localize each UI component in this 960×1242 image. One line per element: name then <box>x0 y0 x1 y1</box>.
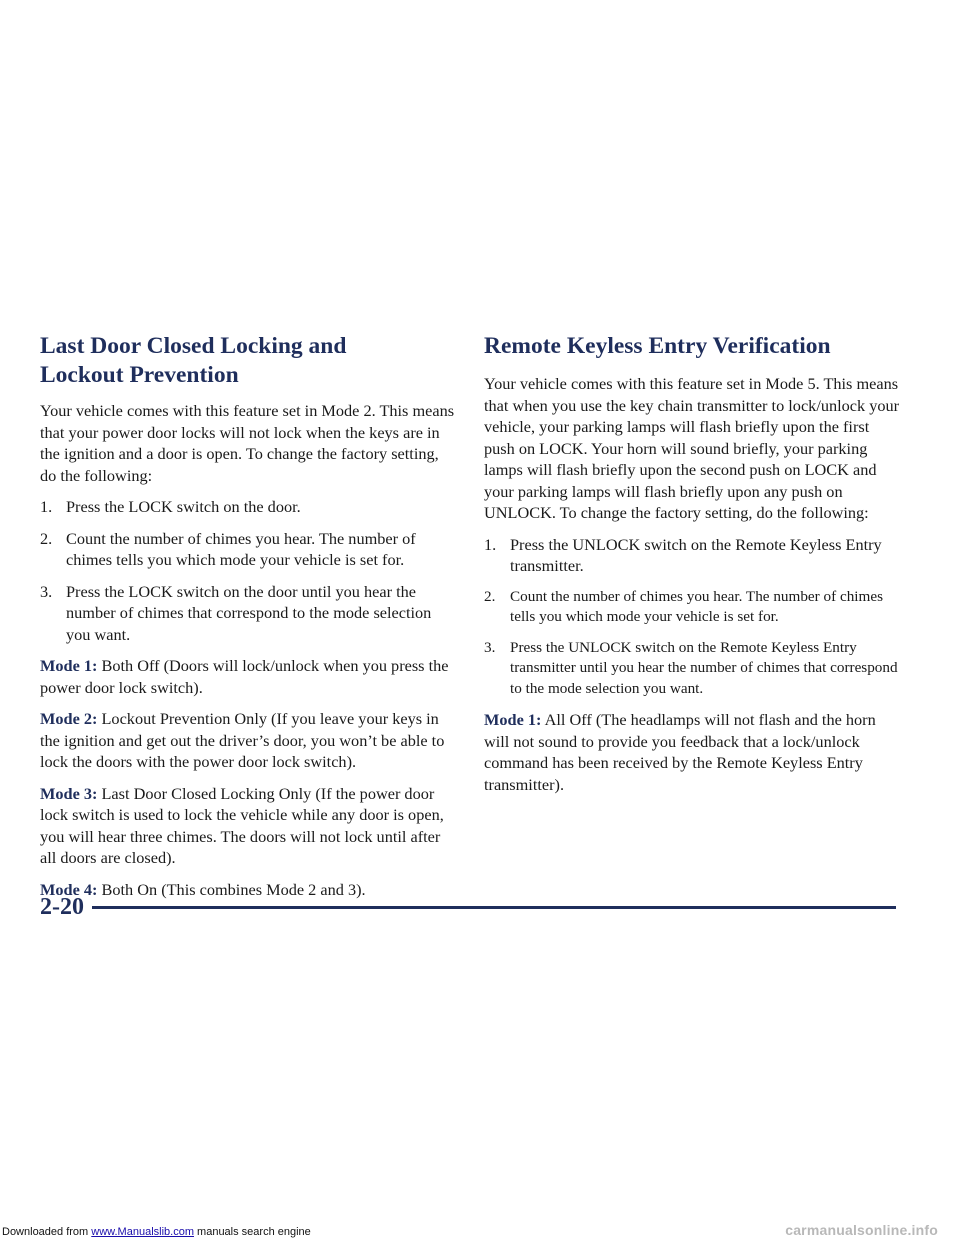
mode-text: Both Off (Doors will lock/unlock when you press the power door lock switch). <box>40 656 449 697</box>
mode-label: Mode 2: <box>40 709 98 728</box>
right-steps-list <box>484 534 904 577</box>
footer-rule <box>92 906 896 909</box>
left-title-line1: Last Door Closed Locking and <box>40 333 347 359</box>
download-note-prefix: Downloaded from <box>2 1226 92 1238</box>
left-intro-paragraph: Your vehicle comes with this feature set in Mode 2. This means that your power door locks will not lock when the keys are in the ignition and a door is open. To change the factory setting, do the following: <box>40 401 455 485</box>
step-text: Press the LOCK switch on the door until you hear the number of chimes that correspond to the mode selection you want. <box>66 581 432 644</box>
left-step-2 <box>40 528 458 571</box>
right-step-2 <box>484 587 904 628</box>
mode-text: Lockout Prevention Only (If you leave your keys in the ignition and get out the driver’s door, you won’t be able to lock the doors with the power door lock switch). <box>40 709 445 771</box>
download-note-suffix: manuals search engine <box>193 1226 311 1238</box>
mode-text: Last Door Closed Locking Only (If the power door lock switch is used to lock the vehicle while any door is open, you will hear three chimes. The doors will not lock until after all doors are closed). <box>40 783 444 867</box>
mode-label: Mode 1: <box>40 656 98 675</box>
left-title-line2: Lockout Prevention <box>40 362 239 388</box>
right-steps-list-continued <box>484 587 904 700</box>
step-text: Press the UNLOCK switch on the Remote Keyless Entry transmitter. <box>510 534 882 575</box>
left-mode-3 <box>40 783 458 869</box>
step-number: 1. <box>484 534 497 554</box>
left-section-title <box>40 332 458 390</box>
mode-text: Both On (This combines Mode 2 and 3). <box>97 879 366 899</box>
step-text: Press the UNLOCK switch on the Remote Keyless Entry transmitter until you hear the number of chimes that correspond to the mode selection you want. <box>510 638 898 697</box>
left-mode-1 <box>40 655 458 698</box>
left-mode-2 <box>40 708 458 773</box>
step-number: 3. <box>40 581 53 601</box>
right-intro-paragraph: Your vehicle comes with this feature set in Mode 5. This means that when you use the key chain transmitter to lock/unlock your vehicle, your parking lamps will flash briefly upon the first push on LOCK. Your horn will sound briefly, your parking lamps will flash briefly upon the second push on LOCK and your parking lamps will flash briefly upon any push on UNLOCK. To change the factory setting, do the following: <box>484 374 900 522</box>
right-step-1 <box>484 534 904 577</box>
watermark: carmanualsonline.info <box>785 1222 938 1238</box>
step-number: 2. <box>40 528 53 548</box>
page-number: 2-20 <box>40 893 84 920</box>
mode-label: Mode 3: <box>40 783 98 803</box>
left-steps-list <box>40 496 458 645</box>
right-section-title: Remote Keyless Entry Verification <box>484 333 831 359</box>
left-column <box>40 332 458 910</box>
step-text: Count the number of chimes you hear. The number of chimes tells you which mode your vehicle is set for. <box>66 528 416 569</box>
step-text: Press the LOCK switch on the door. <box>66 497 301 516</box>
right-column <box>484 332 904 805</box>
page-footer <box>40 892 896 922</box>
mode-text: All Off (The headlamps will not flash and the horn will not sound to provide you feedback that a lock/unlock command has been received by the Remote Keyless Entry transmitter). <box>484 710 876 794</box>
download-note <box>2 1226 311 1238</box>
mode-label: Mode 1: <box>484 710 542 729</box>
step-number: 3. <box>484 638 496 656</box>
step-number: 1. <box>40 497 53 516</box>
left-step-1 <box>40 496 458 518</box>
mode-label: Mode 4: <box>40 879 98 899</box>
step-number: 2. <box>484 587 496 605</box>
right-step-3 <box>484 638 904 700</box>
manualslib-link[interactable]: www.Manualslib.com <box>91 1226 194 1238</box>
step-text: Count the number of chimes you hear. The number of chimes tells you which mode your vehicle is set for. <box>510 587 883 625</box>
left-step-3 <box>40 581 458 646</box>
right-mode-1 <box>484 709 904 795</box>
